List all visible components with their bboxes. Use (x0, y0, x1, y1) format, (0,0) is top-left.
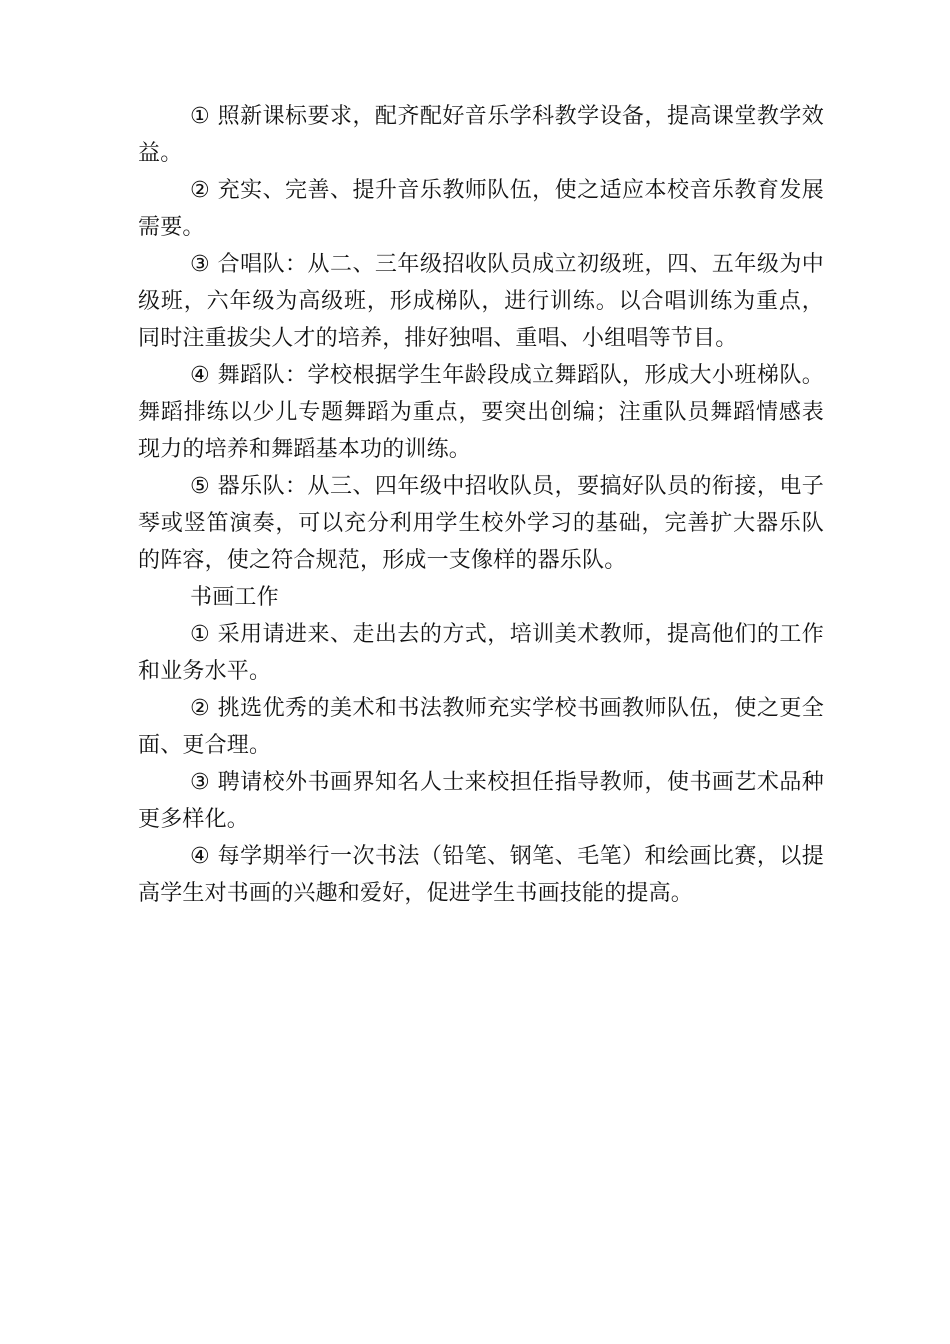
music-item-5-band: ⑤ 器乐队：从三、四年级中招收队员，要搞好队员的衔接，电子琴或竖笛演奏，可以充分利用学生校外学习的基础，完善扩大器乐队的阵容，使之符合规范，形成一支像样的器乐队。 (138, 474, 824, 573)
section-heading-calligraphy-painting: 书画工作 (190, 585, 279, 610)
music-item-1: ① 照新课标要求，配齐配好音乐学科教学设备，提高课堂教学效益。 (138, 104, 824, 166)
music-item-2: ② 充实、完善、提升音乐教师队伍，使之适应本校音乐教育发展需要。 (138, 178, 824, 240)
art-item-2: ② 挑选优秀的美术和书法教师充实学校书画教师队伍，使之更全面、更合理。 (138, 696, 824, 758)
art-item-3: ③ 聘请校外书画界知名人士来校担任指导教师，使书画艺术品种更多样化。 (138, 770, 824, 832)
music-item-4-dance: ④ 舞蹈队：学校根据学生年龄段成立舞蹈队，形成大小班梯队。舞蹈排练以少儿专题舞蹈为重点，要突出创编；注重队员舞蹈情感表现力的培养和舞蹈基本功的训练。 (138, 363, 824, 462)
art-item-1: ① 采用请进来、走出去的方式，培训美术教师，提高他们的工作和业务水平。 (138, 622, 824, 684)
art-item-4: ④ 每学期举行一次书法（铅笔、钢笔、毛笔）和绘画比赛，以提高学生对书画的兴趣和爱好，促进学生书画技能的提高。 (138, 844, 824, 906)
music-item-3-choir: ③ 合唱队：从二、三年级招收队员成立初级班，四、五年级为中级班，六年级为高级班，形成梯队，进行训练。以合唱训练为重点，同时注重拔尖人才的培养，排好独唱、重唱、小组唱等节目。 (138, 252, 824, 351)
document-body (138, 98, 824, 912)
